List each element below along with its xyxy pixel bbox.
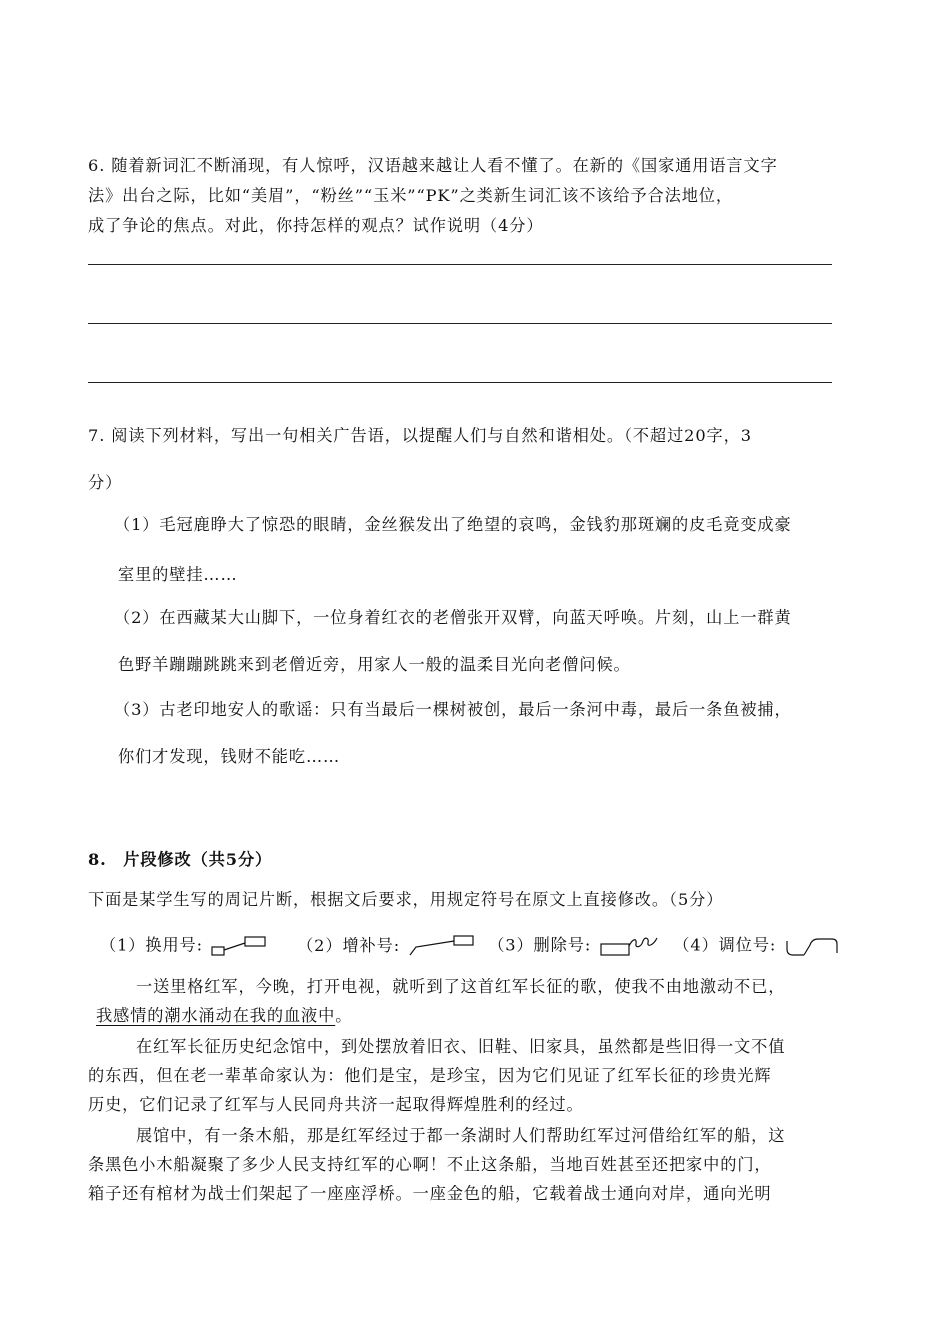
replace-mark-icon [211, 935, 269, 957]
symbol-label-transpose: （4）调位号: [673, 935, 777, 955]
q7-item-1-line-2: 室里的壁挂…… [118, 565, 238, 584]
insert-mark-icon [408, 935, 476, 957]
answer-line-1[interactable] [88, 264, 832, 265]
q8-instruction: 下面是某学生写的周记片断，根据文后要求，用规定符号在原文上直接修改。（5分） [88, 890, 724, 909]
q6-line-1: 6. 随着新词汇不断涌现，有人惊呼，汉语越来越让人看不懂了。在新的《国家通用语言文字 [88, 156, 778, 175]
p2-line-1: 在红军长征历史纪念馆中，到处摆放着旧衣、旧鞋、旧家具，虽然都是些旧得一文不值 [136, 1037, 786, 1056]
q7-item-2-line-1: （2）在西藏某大山脚下，一位身着红衣的老僧张开双臂，向蓝天呼唤。片刻，山上一群黄 [114, 608, 792, 627]
q6-line-3: 成了争论的焦点。对此，你持怎样的观点？试作说明（4分） [88, 216, 544, 235]
q7-item-2-line-2: 色野羊蹦蹦跳跳来到老僧近旁，用家人一般的温柔目光向老僧问候。 [118, 655, 631, 674]
p2-line-3: 历史，它们记录了红军与人民同舟共济一起取得辉煌胜利的经过。 [88, 1095, 584, 1114]
q7-item-3-line-2: 你们才发现，钱财不能吃…… [118, 747, 341, 766]
q7-item-1-line-1: （1）毛冠鹿睁大了惊恐的眼睛，金丝猴发出了绝望的哀鸣，金钱豹那斑斓的皮毛竟变成豪 [114, 515, 792, 534]
q7-item-3-line-1: （3）古老印地安人的歌谣：只有当最后一棵树被创，最后一条河中毒，最后一条鱼被捕， [114, 700, 792, 719]
delete-mark-icon [599, 934, 661, 958]
transpose-mark-icon [784, 935, 840, 957]
p1-line-2 [96, 1006, 352, 1026]
q8-heading [88, 850, 272, 870]
p1-end-mark: 。 [335, 1006, 353, 1025]
q6-line-2: 法》出台之际，比如“美眉”，“粉丝”“玉米”“PK”之类新生词汇该不该给予合法地位， [88, 186, 733, 205]
q7-line-1: 7. 阅读下列材料，写出一句相关广告语，以提醒人们与自然和谐相处。（不超过20字，3 [88, 426, 752, 445]
p2-line-2: 的东西，但在老一辈革命家认为：他们是宝，是珍宝，因为它们见证了红军长征的珍贵光辉 [88, 1066, 772, 1085]
underlined-sentence: 我感情的潮水涌动在我的血液中 [96, 1006, 336, 1025]
answer-line-2[interactable] [88, 323, 832, 324]
p3-line-3: 箱子还有棺材为战士们架起了一座座浮桥。一座金色的船，它载着战士通向对岸，通向光明 [88, 1184, 772, 1203]
q7-line-2: 分） [88, 473, 123, 492]
p1-line-1: 一送里格红军，今晚，打开电视，就听到了这首红军长征的歌，使我不由地激动不已， [136, 977, 786, 996]
q8-title: 片段修改（共5分） [123, 850, 273, 869]
p3-line-1: 展馆中，有一条木船，那是红军经过于都一条湖时人们帮助红军过河借给红军的船，这 [136, 1126, 786, 1145]
answer-line-3[interactable] [88, 382, 832, 383]
symbol-label-replace: （1）换用号: [100, 935, 203, 955]
p3-line-2: 条黑色小木船凝聚了多少人民支持红军的心啊！不止这条船，当地百姓甚至还把家中的门， [88, 1155, 772, 1174]
symbol-legend [100, 934, 846, 958]
q8-number: 8. [88, 850, 107, 869]
symbol-label-insert: （2）增补号: [297, 935, 401, 955]
symbol-label-delete: （3）删除号: [488, 935, 592, 955]
